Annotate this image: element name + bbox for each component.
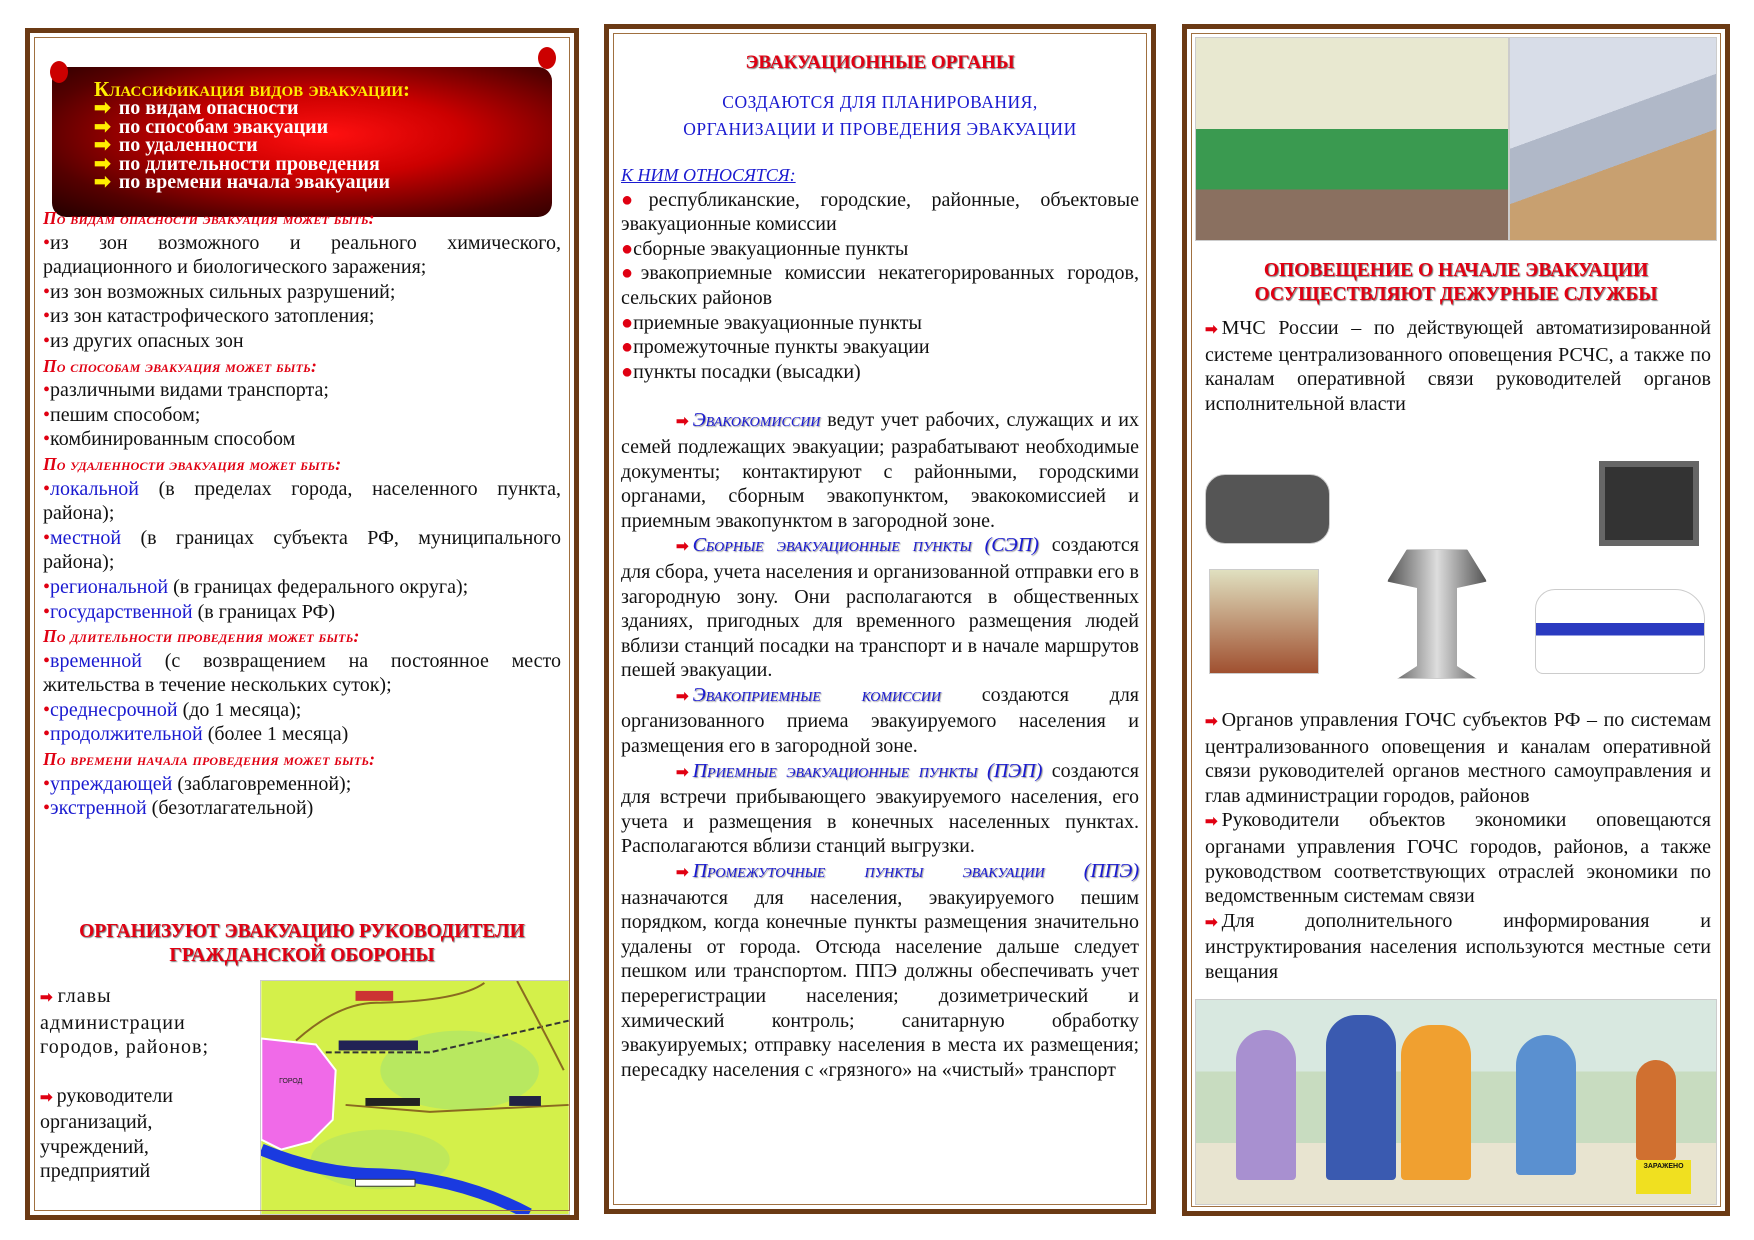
arrow-icon: ➡ — [676, 688, 689, 705]
list-heading: К НИМ ОТНОСЯТСЯ: — [621, 165, 796, 185]
arrow-icon: ➡ — [94, 171, 111, 193]
notification-paragraph — [1205, 808, 1711, 908]
section-item — [43, 427, 561, 452]
arrow-icon: ➡ — [94, 115, 111, 138]
section-item — [43, 378, 561, 403]
bullet-icon: • — [43, 280, 51, 303]
section-item — [43, 231, 561, 280]
police-car-icon — [1535, 589, 1705, 674]
scroll-curl — [538, 47, 556, 69]
arrow-icon: ➡ — [1205, 322, 1218, 338]
scroll-curl — [50, 61, 68, 83]
evacuation-point-photo — [1509, 37, 1717, 241]
arrow-icon: ➡ — [40, 1089, 53, 1106]
arrow-icon: ➡ — [94, 152, 111, 175]
paragraph-text: создаются для встречи прибывающего эвакуируемого населения, его учета и размещения в конечных населенных пунктах. Располагаются вблизи станций выгрузки. — [621, 759, 1139, 858]
person-figure — [1401, 1025, 1471, 1180]
siren-icon — [1387, 549, 1487, 679]
bullet-icon: ● — [621, 262, 641, 285]
arrow-icon: ➡ — [94, 134, 111, 156]
paragraph-text: создаются для сбора, учета населения и организованной отправки его в загородную зону. Они располагаются в общественных зданиях, пригодных для временного размещения людей вблизи станций посадки на транспорт и в начале маршрутов пешей эвакуации. — [621, 534, 1139, 682]
item-text: (в границах федерального округа); — [168, 575, 469, 598]
item-text: (в границах субъекта РФ, муниципального района); — [43, 526, 561, 574]
bullet-icon: • — [43, 723, 51, 746]
paragraph-text: ведут учет рабочих, служащих и их семей подлежащих эвакуации; разрабатывают необходимые документы; контактируют с районными, городскими органами, сборным эвакопунктом, эвакокомиссией и приемным эвакопунктом в загородной зоне. — [621, 409, 1139, 532]
bullet-icon: ● — [621, 188, 649, 211]
evacuation-body-paragraph — [621, 408, 1139, 533]
section-heading: По способам эвакуация может быть: — [43, 355, 318, 376]
item-text: (в границах РФ) — [192, 600, 335, 623]
notification-title: ОПОВЕЩЕНИЕ О НАЧАЛЕ ЭВАКУАЦИИ — [1263, 260, 1649, 281]
arrow-icon: ➡ — [94, 97, 111, 119]
item-text: республиканские, городские, районные, объектовые эвакуационные комиссии — [621, 188, 1139, 236]
person-figure — [1326, 1015, 1396, 1180]
section-heading: По времени начала проведения может быть: — [43, 749, 376, 770]
section-heading: По удаленности эвакуация может быть: — [43, 453, 342, 474]
bullet-icon: • — [43, 600, 51, 623]
bullet-icon: • — [43, 329, 51, 352]
evacuation-point-illustration — [1195, 37, 1509, 241]
banner-title: Классификация видов эвакуации: — [94, 77, 411, 101]
item-text: различными видами транспорта; — [50, 379, 329, 402]
section-item — [43, 796, 561, 821]
item-term: региональной — [50, 575, 169, 598]
bullet-icon: ● — [621, 237, 634, 260]
notification-title: ОСУЩЕСТВЛЯЮТ ДЕЖУРНЫЕ СЛУЖБЫ — [1254, 284, 1658, 305]
evacuation-map-illustration — [260, 980, 570, 1215]
paragraph-text: Для дополнительного информирования и инструктирования населения используются местные сети вещания — [1205, 909, 1711, 983]
organizer-text: руководители организаций, учреждений, предприятий — [40, 1084, 173, 1182]
classification-item-text: по способам эвакуации — [118, 115, 329, 138]
arrow-icon: ➡ — [40, 990, 54, 1006]
arrow-icon: ➡ — [1205, 914, 1218, 931]
evacuation-body-paragraph — [621, 533, 1139, 683]
person-figure — [1636, 1060, 1676, 1160]
item-text: (более 1 месяца) — [202, 723, 349, 746]
left-panel — [25, 28, 579, 1220]
phone-operator-icon — [1209, 569, 1319, 674]
item-text: сборные эвакуационные пункты — [633, 237, 909, 260]
section-heading: По видам опасности эвакуация может быть: — [43, 208, 375, 228]
bullet-icon: • — [43, 231, 51, 254]
notification-paragraph — [1205, 708, 1711, 808]
section-item — [43, 600, 561, 625]
evacuation-body-item — [621, 360, 1139, 385]
item-text: из других опасных зон — [50, 329, 244, 352]
item-text: из зон возможных сильных разрушений; — [50, 280, 396, 303]
evacuating-people-illustration — [1195, 999, 1717, 1205]
section-item — [43, 772, 561, 797]
arrow-icon: ➡ — [676, 764, 689, 781]
paragraph-text: назначаются для населения, эвакуируемого пешим порядком, когда конечные пункты размещения значительно удалены от города. Отсюда население дальше следует пешком или транспортом. ППЭ должны обеспечивать учет перерегистрации населения; дозиметрический и химический контроль; санитарную обработку эвакуируемых; отправку населения в места их размещения; пересадку населения с «грязного» на «чистый» транспорт — [621, 886, 1139, 1081]
arrow-icon: ➡ — [676, 539, 689, 556]
classification-item-text: по длительности проведения — [118, 152, 380, 175]
paragraph-term: Промежуточные пункты эвакуации (ППЭ) — [692, 860, 1139, 883]
item-text: (заблаговременной); — [172, 772, 352, 795]
evacuation-body-paragraph — [621, 759, 1139, 859]
evacuation-body-item — [621, 311, 1139, 336]
arrow-icon: ➡ — [1205, 814, 1218, 831]
paragraph-term: Эвакоприемные комиссии — [692, 683, 941, 706]
evacuation-bodies-title: ЭВАКУАЦИОННЫЕ ОРГАНЫ — [745, 52, 1015, 73]
section-item — [43, 329, 561, 354]
paragraph-term: Эвакокомиссии — [692, 409, 821, 432]
paragraph-text: МЧС России – по действующей автоматизированной системе централизованного оповещения РСЧС, а также по каналам оперативной связи руководителей органов исполнительной власти — [1205, 317, 1711, 415]
item-term: экстренной — [50, 797, 147, 820]
item-term: среднесрочной — [50, 698, 178, 721]
item-text: пункты посадки (высадки) — [633, 360, 861, 383]
paragraph-text: Руководители объектов экономики оповещаются органами управления ГОЧС городов, районов, а также руководством соответствующих отраслей экономики по ведомственным системам связи — [1205, 809, 1711, 908]
bus-icon — [356, 991, 394, 1001]
item-text: из зон возможного и реального химического, радиационного и биологического заражения; — [43, 231, 561, 279]
bullet-icon: • — [43, 477, 51, 500]
organizers-title: ОРГАНИЗУЮТ ЭВАКУАЦИЮ РУКОВОДИТЕЛИ ГРАЖДАНСКОЙ ОБОРОНЫ — [79, 921, 525, 966]
evacuation-body-item — [621, 261, 1139, 310]
item-text: (с возвращением на постоянное место жительства в течение нескольких суток); — [43, 649, 561, 697]
item-text: (в пределах города, населенного пункта, района); — [43, 477, 561, 525]
classification-item-text: по удаленности — [118, 134, 258, 156]
paragraph-term: Приемные эвакуационные пункты (ПЭП) — [692, 759, 1043, 782]
tv-icon — [1599, 461, 1699, 546]
bullet-icon: • — [43, 403, 51, 426]
classification-item — [94, 173, 552, 192]
section-item — [43, 403, 561, 428]
arrow-icon: ➡ — [676, 414, 689, 431]
item-text: эвакоприемные комиссии некатегорированных городов, сельских районов — [621, 262, 1139, 309]
classification-item-text: по видам опасности — [118, 97, 299, 119]
organizer-item — [40, 984, 245, 1060]
section-item — [43, 280, 561, 305]
contamination-sign: ЗАРАЖЕНО — [1636, 1160, 1691, 1194]
ship-icon — [356, 1179, 415, 1186]
evacuation-body-item — [621, 237, 1139, 262]
subtitle-line: СОЗДАЮТСЯ ДЛЯ ПЛАНИРОВАНИЯ, — [722, 92, 1038, 112]
section-item — [43, 722, 561, 747]
bullet-icon: • — [43, 428, 51, 451]
section-item — [43, 477, 561, 526]
classification-banner — [52, 67, 552, 217]
item-term: продолжительной — [50, 723, 203, 746]
person-figure — [1516, 1035, 1576, 1175]
item-term: локальной — [50, 477, 139, 500]
section-item — [43, 649, 561, 698]
arrow-icon: ➡ — [676, 865, 689, 882]
person-figure — [1236, 1030, 1296, 1180]
paragraph-text: создаются для организованного приема эвакуируемого населения и размещения его в загородной зоне. — [621, 683, 1139, 758]
item-term: упреждающей — [50, 772, 173, 795]
notification-paragraph — [1205, 909, 1711, 985]
bullet-icon: • — [43, 772, 51, 795]
organizer-item — [40, 1084, 245, 1184]
walking-people-icon — [365, 1098, 420, 1106]
evacuation-body-item — [621, 188, 1139, 237]
evacuation-body-paragraph — [621, 859, 1139, 1082]
bullet-icon: • — [43, 649, 51, 672]
arrow-icon: ➡ — [1205, 714, 1218, 730]
item-text: (до 1 месяца); — [177, 698, 302, 721]
item-term: государственной — [50, 600, 193, 623]
bullet-icon: • — [43, 575, 51, 598]
bullet-icon: • — [43, 698, 51, 721]
section-item — [43, 304, 561, 329]
item-text: приемные эвакуационные пункты — [633, 311, 922, 334]
subtitle-line: ОРГАНИЗАЦИИ И ПРОВЕДЕНИЯ ЭВАКУАЦИИ — [683, 119, 1077, 139]
right-panel — [1182, 24, 1730, 1216]
section-item — [43, 698, 561, 723]
evacuation-body-paragraph — [621, 683, 1139, 759]
item-text: (безотлагательной) — [146, 797, 314, 820]
evacuation-body-item — [621, 335, 1139, 360]
truck-icon — [509, 1096, 541, 1106]
bullet-icon: • — [43, 526, 51, 549]
section-item — [43, 526, 561, 575]
bullet-icon: • — [43, 305, 51, 328]
bullet-icon: ● — [621, 336, 634, 359]
middle-panel — [604, 24, 1156, 1214]
paragraph-text: Органов управления ГОЧС субъектов РФ – по системам централизованного оповещения и каналам оперативной связи руководителей органов местного самоуправления и глав администрации городов, районов — [1205, 709, 1711, 807]
paragraph-term: Сборные эвакуационные пункты (СЭП) — [692, 534, 1039, 557]
section-heading: По длительности проведения может быть: — [43, 626, 360, 647]
item-term: временной — [50, 649, 142, 672]
organizer-text: главы администрации городов, районов; — [40, 985, 210, 1058]
item-text: промежуточные пункты эвакуации — [633, 336, 930, 359]
section-item — [43, 575, 561, 600]
bullet-icon: ● — [621, 311, 634, 334]
item-text: комбинированным способом — [50, 428, 296, 451]
map-city-label: ГОРОД — [279, 1078, 303, 1086]
bullet-icon: • — [43, 379, 51, 402]
item-text: пешим способом; — [50, 403, 201, 426]
bullet-icon: • — [43, 797, 51, 820]
classification-item-text: по времени начала эвакуации — [118, 171, 391, 193]
radio-icon — [1205, 474, 1330, 544]
notification-paragraph — [1205, 316, 1711, 416]
item-term: местной — [50, 526, 122, 549]
train-icon — [339, 1040, 418, 1050]
item-text: из зон катастрофического затопления; — [50, 305, 375, 328]
bullet-icon: ● — [621, 360, 634, 383]
